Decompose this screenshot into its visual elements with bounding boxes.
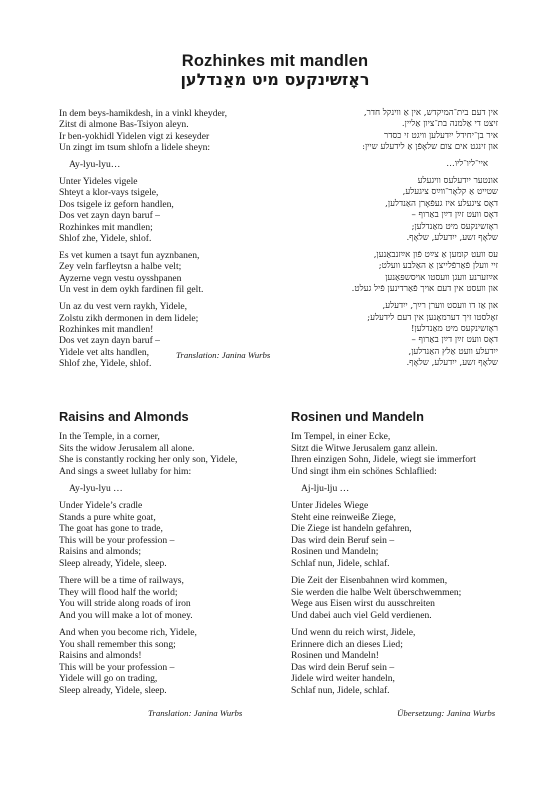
stanza-4: [291, 627, 496, 697]
verse-line: Unter Jideles Wiege: [291, 499, 369, 511]
verse-line: Schlaf nun, Jidele, schlaf.: [291, 557, 390, 569]
verse-line: Shlof zhe, Yidele, shlof.: [59, 233, 152, 245]
verse-line: זאָלסטו זיך דערמאָנען אין דעם לידעלע;: [367, 312, 498, 323]
verse-line: Raisins and almonds;: [59, 546, 142, 558]
song-title-yiddish: ראָזשינקעס מיט מאַנדלען: [180, 70, 370, 89]
verse-line: Raisins and almonds!: [59, 650, 142, 662]
german-heading: Rosinen und Mandeln: [291, 409, 424, 424]
verse-line: Sleep already, Yidele, sleep.: [59, 684, 167, 696]
verse-line: זיצט די אַלמנה בת־ציון אַליין.: [401, 119, 498, 130]
stanza-2: [59, 500, 269, 570]
verse-line: There will be a time of railways,: [59, 575, 184, 587]
verse-line: And sings a sweet lullaby for him:: [59, 465, 192, 477]
verse-line: She is constantly rocking her only son, Yidele,: [59, 454, 238, 466]
verse-line: The goat has gone to trade,: [59, 523, 163, 535]
verse-line: Yidele will go on trading,: [59, 673, 158, 685]
verse-line: Das wird dein Beruf sein –: [291, 661, 395, 673]
verse-line: Rosinen und Mandeln!: [291, 650, 379, 662]
verse-line: דאָס וועט זײַן דײַן באַרוף –: [411, 335, 498, 346]
verse-line: Unter Yideles vigele: [59, 176, 138, 188]
stanza-4: [59, 627, 269, 697]
verse-line: איי־ליו־ליו…: [446, 159, 488, 170]
verse-line: אונטער ייִדעלעס וויגעלע: [417, 176, 498, 187]
yiddish-column: [278, 108, 498, 375]
stanza-1: [59, 431, 269, 477]
verse-line: Und singt ihm ein schönes Schlaflied:: [291, 465, 437, 477]
verse-line: Un vest in dem oykh fardinen fil gelt.: [59, 284, 204, 296]
transliteration-column: [59, 108, 284, 375]
verse-line: Steht eine reinweiße Ziege,: [291, 511, 396, 523]
refrain: [59, 159, 284, 170]
verse-line: איר בן־יחידל ייִדעלען וויגט זי כסדר: [383, 130, 498, 141]
english-translation-credit: Translation: Janina Wurbs: [148, 708, 243, 718]
stanza-1: [59, 108, 284, 154]
english-column: [59, 431, 269, 702]
verse-line: You shall remember this song;: [59, 638, 176, 650]
verse-line: Jidele wird weiter handeln,: [291, 673, 395, 685]
verse-line: Im Tempel, in einer Ecke,: [291, 431, 391, 442]
stanza-4: [278, 301, 498, 369]
refrain: [278, 159, 498, 170]
verse-line: Zey veln farfleytsn a halbe velt;: [59, 261, 182, 273]
verse-line: They will flood half the world;: [59, 586, 178, 598]
stanza-3: [59, 575, 269, 621]
verse-line: שטייט אַ קלאָר־ווײַס ציגעלע,: [402, 187, 498, 198]
german-column: [291, 431, 496, 702]
verse-line: אײַזערנע וועגן וועסטו אויסשפּאַנען: [385, 272, 498, 283]
verse-line: In the Temple, in a corner,: [59, 431, 160, 442]
verse-line: עס וועט קומען אַ צײַט פֿון אײַזנבאַנען,: [373, 249, 498, 260]
verse-line: Zolstu zikh dermonen in dem lidele;: [59, 312, 199, 324]
verse-line: Stands a pure white goat,: [59, 511, 156, 523]
stanza-3: [278, 250, 498, 296]
verse-line: Shlof zhe, Yidele, shlof.: [59, 358, 152, 370]
verse-line: And when you become rich, Yidele,: [59, 626, 197, 638]
verse-line: Shteyt a klor-vays tsigele,: [59, 187, 159, 199]
verse-line: Rozhinkes mit mandlen;: [59, 221, 153, 233]
verse-line: Un az du vest vern raykh, Yidele,: [59, 301, 188, 313]
verse-line: Ihren einzigen Sohn, Jidele, wiegt sie immerfort: [291, 454, 476, 466]
verse-line: Dos vet zayn dayn baruf –: [59, 210, 160, 222]
verse-line: And you will make a lot of money.: [59, 609, 193, 621]
german-translation-credit: Übersetzung: Janina Wurbs: [397, 708, 496, 718]
stanza-1: [291, 431, 496, 477]
stanza-2: [291, 500, 496, 570]
stanza-3: [59, 250, 284, 296]
stanza-2: [278, 176, 498, 244]
verse-line: Rozhinkes mit mandlen!: [59, 323, 154, 335]
verse-line: Ay-lyu-lyu …: [69, 482, 123, 494]
verse-line: In dem beys-hamikdesh, in a vinkl kheyder,: [59, 108, 227, 119]
verse-line: Es vet kumen a tsayt fun ayznbanen,: [59, 249, 200, 261]
english-heading: Raisins and Almonds: [59, 409, 189, 424]
verse-line: Erinnere dich an dieses Lied;: [291, 638, 403, 650]
verse-line: Die Zeit der Eisenbahnen wird kommen,: [291, 575, 448, 587]
verse-line: Dos tsigele iz geforn handlen,: [59, 198, 174, 210]
verse-line: Zitst di almone Bas-Tsiyon aleyn.: [59, 119, 189, 131]
verse-line: Yidele vet alts handlen,: [59, 346, 150, 358]
refrain: [59, 483, 269, 495]
verse-line: Aj-lju-lju …: [301, 482, 350, 494]
verse-line: דאָס וועט זײַן דײַן באַרוף –: [411, 210, 498, 221]
verse-line: Die Ziege ist handeln gefahren,: [291, 523, 412, 535]
verse-line: Sie werden die halbe Welt überschwemmen;: [291, 586, 462, 598]
verse-line: Wege aus Eisen wirst du ausschreiten: [291, 598, 435, 610]
verse-line: Rosinen und Mandeln;: [291, 546, 379, 558]
verse-line: Das wird dein Beruf sein –: [291, 534, 395, 546]
verse-line: This will be your profession –: [59, 534, 175, 546]
verse-line: אין דעם בית־המיקדש, אין אַ ווינקל חדר,: [363, 108, 498, 118]
verse-line: און אַז דו וועסט ווערן רײַך, ייִדעלע,: [382, 301, 498, 312]
verse-line: Sitzt die Witwe Jerusalem ganz allein.: [291, 442, 438, 454]
song-title-latin: Rozhinkes mit mandlen: [181, 52, 369, 70]
verse-line: שלאָף זשע, ייִדעלע, שלאָף.: [406, 233, 498, 244]
verse-line: דאָס ציגעלע איז געפֿאָרן האַנדלען,: [385, 198, 498, 209]
verse-line: ייִדעלע וועט אַלץ האַנדלען,: [408, 346, 498, 357]
verse-line: ראָזשינקעס מיט מאַנדלען!: [411, 323, 498, 334]
stanza-2: [59, 176, 284, 244]
verse-line: און וועסט אין דעם אויך פֿאַרדינען פֿיל געלט.: [351, 284, 498, 295]
verse-line: Un zingt im tsum shlofn a lidele sheyn:: [59, 142, 211, 154]
stanza-3: [291, 575, 496, 621]
verse-line: Und wenn du reich wirst, Jidele,: [291, 626, 416, 638]
verse-line: You will stride along roads of iron: [59, 598, 191, 610]
verse-line: Sleep already, Yidele, sleep.: [59, 557, 167, 569]
translation-credit: Translation: Janina Wurbs: [176, 350, 271, 360]
verse-line: Ir ben-yokhidl Yidelen vigt zi keseyder: [59, 130, 210, 142]
verse-line: זיי וועלן פֿאַרפֿלייצן אַ האַלבע וועלט;: [378, 261, 498, 272]
verse-line: Ay-lyu-lyu…: [69, 159, 121, 171]
verse-line: Sits the widow Jerusalem all alone.: [59, 442, 195, 454]
verse-line: Under Yidele’s cradle: [59, 499, 143, 511]
verse-line: This will be your profession –: [59, 661, 175, 673]
refrain: [291, 483, 496, 495]
verse-line: Schlaf nun, Jidele, schlaf.: [291, 684, 390, 696]
verse-line: ראָזשינקעס מיט מאַנדלען;: [411, 221, 498, 232]
verse-line: Und dabei auch viel Geld verdienen.: [291, 609, 432, 621]
verse-line: שלאָף זשע, ייִדעלע, שלאָף.: [406, 358, 498, 369]
verse-line: Dos vet zayn dayn baruf –: [59, 335, 160, 347]
stanza-1: [278, 108, 498, 154]
verse-line: און זינגט אים צום שלאָפֿן אַ לידעלע שיין:: [362, 142, 498, 153]
verse-line: Ayzerne vegn vestu oysshpanen: [59, 272, 182, 284]
